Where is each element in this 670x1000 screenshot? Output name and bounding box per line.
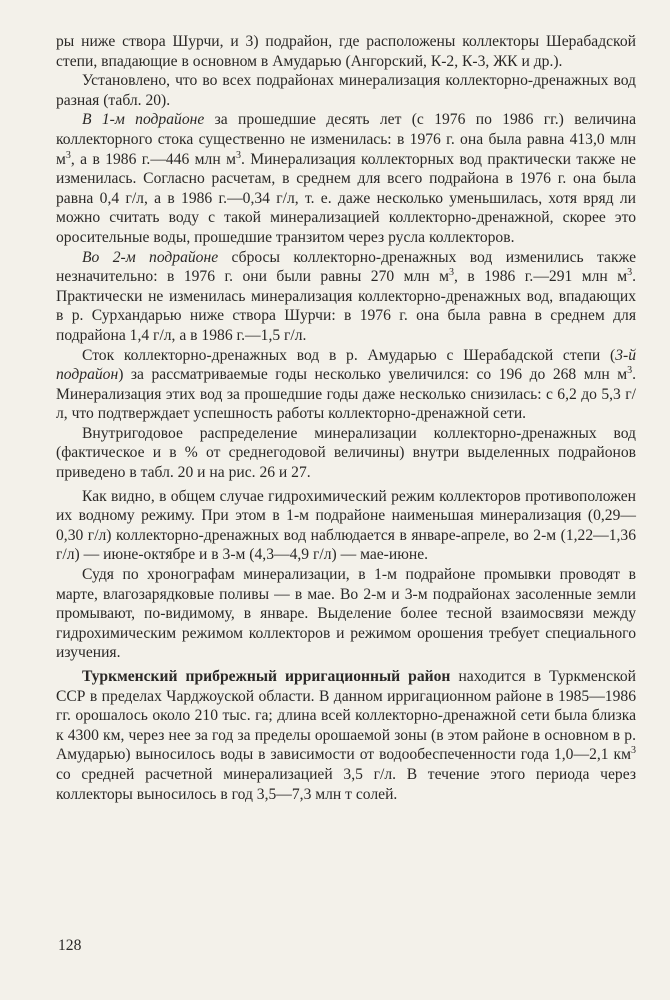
text-run: Как видно, в общем случае гидрохимический режим коллекторов противоположен их водному режиму. При этом в 1-м подрайоне наименьшая минерализация (0,29—0,30 г/л) коллекторно-дренажных вод наблюдается в январе-апреле, во 2-м (1,22—1,36 г/л) — июне-октябре и в 3-м (4,3—4,9 г/л) — мае-июне. [56, 487, 636, 564]
body-text [56, 32, 636, 804]
text-run: со средней расчетной минерализацией 3,5 г/л. В течение этого периода через коллекторы выносилось в год 3,5—7,3 млн т солей. [56, 765, 636, 803]
bold-heading: Туркменский прибрежный ирригационный район [82, 668, 451, 685]
text-run: Установлено, что во всех подрайонах минерализация коллекторно-дренажных вод разная (табл. 20). [56, 72, 636, 109]
text-run: за прошедшие десять лет (с 1976 по 1986 гг.) величина коллекторного стока существенно не изменилась: в 1976 г. она была равна 413,0 млн м [56, 111, 636, 168]
text-run: . Минерализация коллекторных вод практически также не изменилась. Согласно расчетам, в среднем для всего подрайона в 1976 г. она была равна 0,4 г/л, а в 1986 г.—0,34 г/л, т. е. даже несколько уменьшилась, хотя вряд ли можно считать воду с такой минерализацией коллекторно-дренажной, скорее это оросительные воды, прошедшие транзитом через русла коллекторов. [56, 150, 636, 246]
text-run: , а в 1986 г.—446 млн м [70, 150, 236, 168]
italic-term: Во 2-м подрайоне [82, 248, 219, 266]
italic-term: 3-й подрайон [56, 346, 636, 384]
paragraph-p5 [56, 424, 636, 483]
superscript: 3 [65, 149, 71, 161]
superscript: 3 [448, 267, 454, 279]
paragraph-p8 [56, 667, 636, 804]
text-run: сбросы коллекторно-дренажных вод изменились также незначительно: в 1976 г. они были равны 270 млн м [56, 248, 637, 286]
text-run: . Практически не изменилась минерализация коллекторно-дренажных вод, впадающих в р. Сурхандарью ниже створа Шурчи: в 1976 г. она была равна в среднем для подрайона 1,4 г/л, а в 1986 г.—1,5 г/л. [56, 268, 637, 344]
text-run: . Минерализация этих вод за прошедшие годы даже несколько снизилась: с 6,2 до 5,3 г/л, что подтверждает успешность работы коллекторно-дренажной сети. [56, 366, 636, 423]
text-run: Сток коллекторно-дренажных вод в р. Амударью с Шерабадской степи ( [82, 346, 616, 364]
paragraph-p3 [56, 248, 636, 346]
paragraph-p6 [56, 487, 636, 565]
paragraph-p2 [56, 110, 636, 247]
text-run: Судя по хронографам минерализации, в 1-м подрайоне промывки проводят в марте, влагозарядковые поливы — в мае. Во 2-м и 3-м подрайонах засоленные земли промывают, по-видимому, в январе. Выделение более тесной взаимосвязи между гидрохимическим режимом коллекторов и режимом орошения требует специального изучения. [56, 566, 636, 662]
page-number: 128 [58, 937, 82, 954]
text-run: Внутригодовое распределение минерализации коллекторно-дренажных вод (фактическое и в % от среднегодовой величины) внутри выделенных подрайонов приведено в табл. 20 и на рис. 26 и 27. [56, 424, 636, 482]
text-run: ) за рассматриваемые годы несколько увеличился: со 196 до 268 млн м [118, 366, 628, 384]
text-run: , в 1986 г.—291 млн м [453, 268, 628, 286]
paragraph-p4 [56, 346, 636, 424]
superscript: 3 [627, 267, 633, 279]
superscript: 3 [631, 745, 636, 757]
text-run: находится в Туркменской ССР в пределах Чарджоуской области. В данном ирригационном районе в 1985—1986 гг. орошалось около 210 тыс. га; длина всей коллекторно-дренажной сети была близка к 4300 км, через нее за год за пределы орошаемой зоны (в этом районе в основном в р. Амударью) выносилось воды в зависимости от водообеспеченности года 1,0—2,1 км [56, 668, 637, 764]
superscript: 3 [235, 149, 241, 161]
italic-term: В 1-м подрайоне [82, 111, 205, 129]
paragraph-p1 [56, 71, 636, 110]
superscript: 3 [627, 365, 633, 377]
paragraph-p7 [56, 565, 636, 663]
paragraph-p0 [56, 32, 636, 71]
text-run: ры ниже створа Шурчи, и 3) подрайон, где расположены коллекторы Шерабадской степи, впадающие в основном в Амударью (Ангорский, К-2, К-3, ЖК и др.). [56, 33, 636, 70]
